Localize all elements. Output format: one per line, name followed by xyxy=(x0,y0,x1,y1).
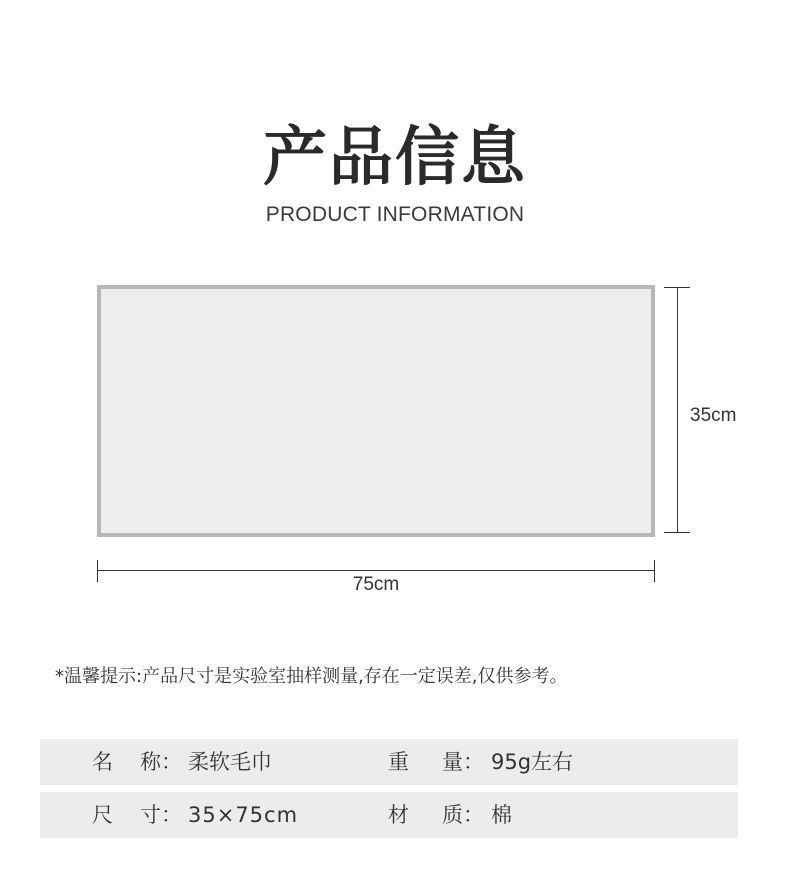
page-title: 产品信息 xyxy=(263,121,527,195)
spec-value-name: 柔软毛巾 xyxy=(188,750,272,774)
spec-key-material xyxy=(388,792,484,838)
spec-key-char: 材 xyxy=(388,803,409,827)
spec-value-material: 棉 xyxy=(491,803,512,827)
page-subtitle: PRODUCT INFORMATION xyxy=(265,203,525,226)
spec-key-char: 质： xyxy=(442,803,484,827)
height-dimension-cap-bottom xyxy=(664,532,690,533)
spec-row xyxy=(40,792,738,838)
spec-key-char: 称： xyxy=(140,750,182,774)
spec-value-size: 35×75cm xyxy=(188,803,299,827)
width-label: 75cm xyxy=(352,574,400,595)
measurement-note: *温馨提示:产品尺寸是实验室抽样测量,存在一定误差,仅供参考。 xyxy=(55,666,568,687)
towel-shape xyxy=(97,285,655,537)
spec-key-char: 寸： xyxy=(140,803,182,827)
spec-key-char: 量： xyxy=(442,750,484,774)
width-dimension-line xyxy=(97,570,655,571)
spec-key-size xyxy=(92,792,182,838)
spec-row xyxy=(40,739,738,785)
spec-key-name xyxy=(92,739,182,785)
spec-key-char: 名 xyxy=(92,750,113,774)
spec-key-weight xyxy=(388,739,484,785)
height-label: 35cm xyxy=(690,405,737,426)
spec-key-char: 重 xyxy=(388,750,409,774)
height-dimension-cap-top xyxy=(664,287,690,288)
spec-value-weight: 95g左右 xyxy=(491,750,574,774)
spec-key-char: 尺 xyxy=(92,803,113,827)
height-dimension-line xyxy=(677,287,678,533)
